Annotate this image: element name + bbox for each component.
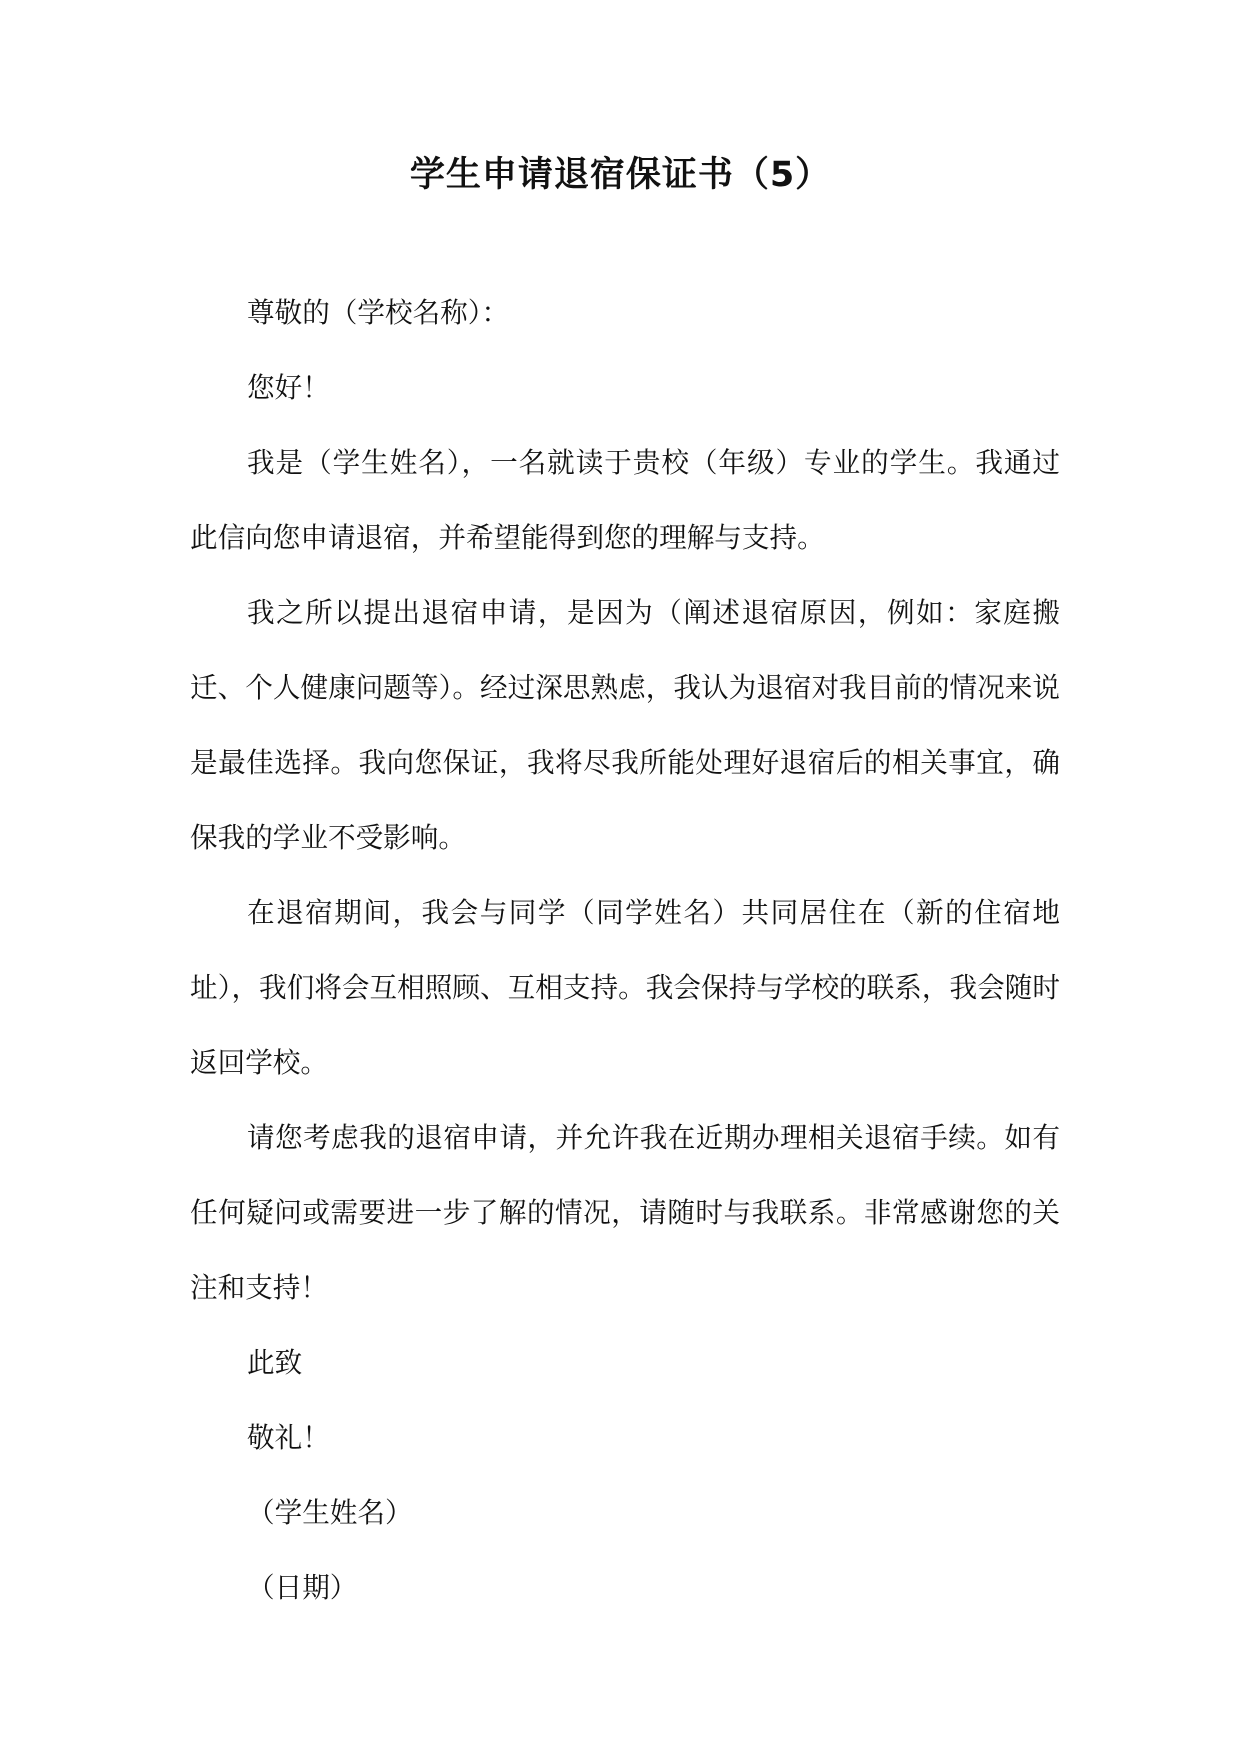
closing-ci-zhi: 此致 (247, 1346, 303, 1379)
document-title: 学生申请退宿保证书（5） (409, 155, 832, 195)
body-paragraph-reason: 我之所以提出退宿申请，是因为（阐述退宿原因，例如：家庭搬迁、个人健康问题等）。经过深思熟虑，我认为退宿对我目前的情况来说是最佳选择。我向您保证，我将尽我所能处理好退宿后的相关事宜，确保我的学业不受影响。 (190, 596, 1060, 854)
body-paragraph-arrangement: 在退宿期间，我会与同学（同学姓名）共同居住在（新的住宿地址），我们将会互相照顾、互相支持。我会保持与学校的联系，我会随时返回学校。 (190, 896, 1060, 1079)
document-body (190, 275, 1060, 1625)
body-paragraph-intro: 我是（学生姓名），一名就读于贵校（年级）专业的学生。我通过此信向您申请退宿，并希望能得到您的理解与支持。 (190, 446, 1060, 554)
closing-jing-li: 敬礼！ (247, 1421, 330, 1454)
greeting: 您好！ (247, 371, 330, 404)
body-paragraph-request: 请您考虑我的退宿申请，并允许我在近期办理相关退宿手续。如有任何疑问或需要进一步了解的情况，请随时与我联系。非常感谢您的关注和支持！ (190, 1121, 1060, 1304)
signature-name: （学生姓名） (247, 1496, 413, 1529)
signature-date: （日期） (247, 1571, 358, 1604)
salutation: 尊敬的（学校名称）： (247, 296, 510, 329)
